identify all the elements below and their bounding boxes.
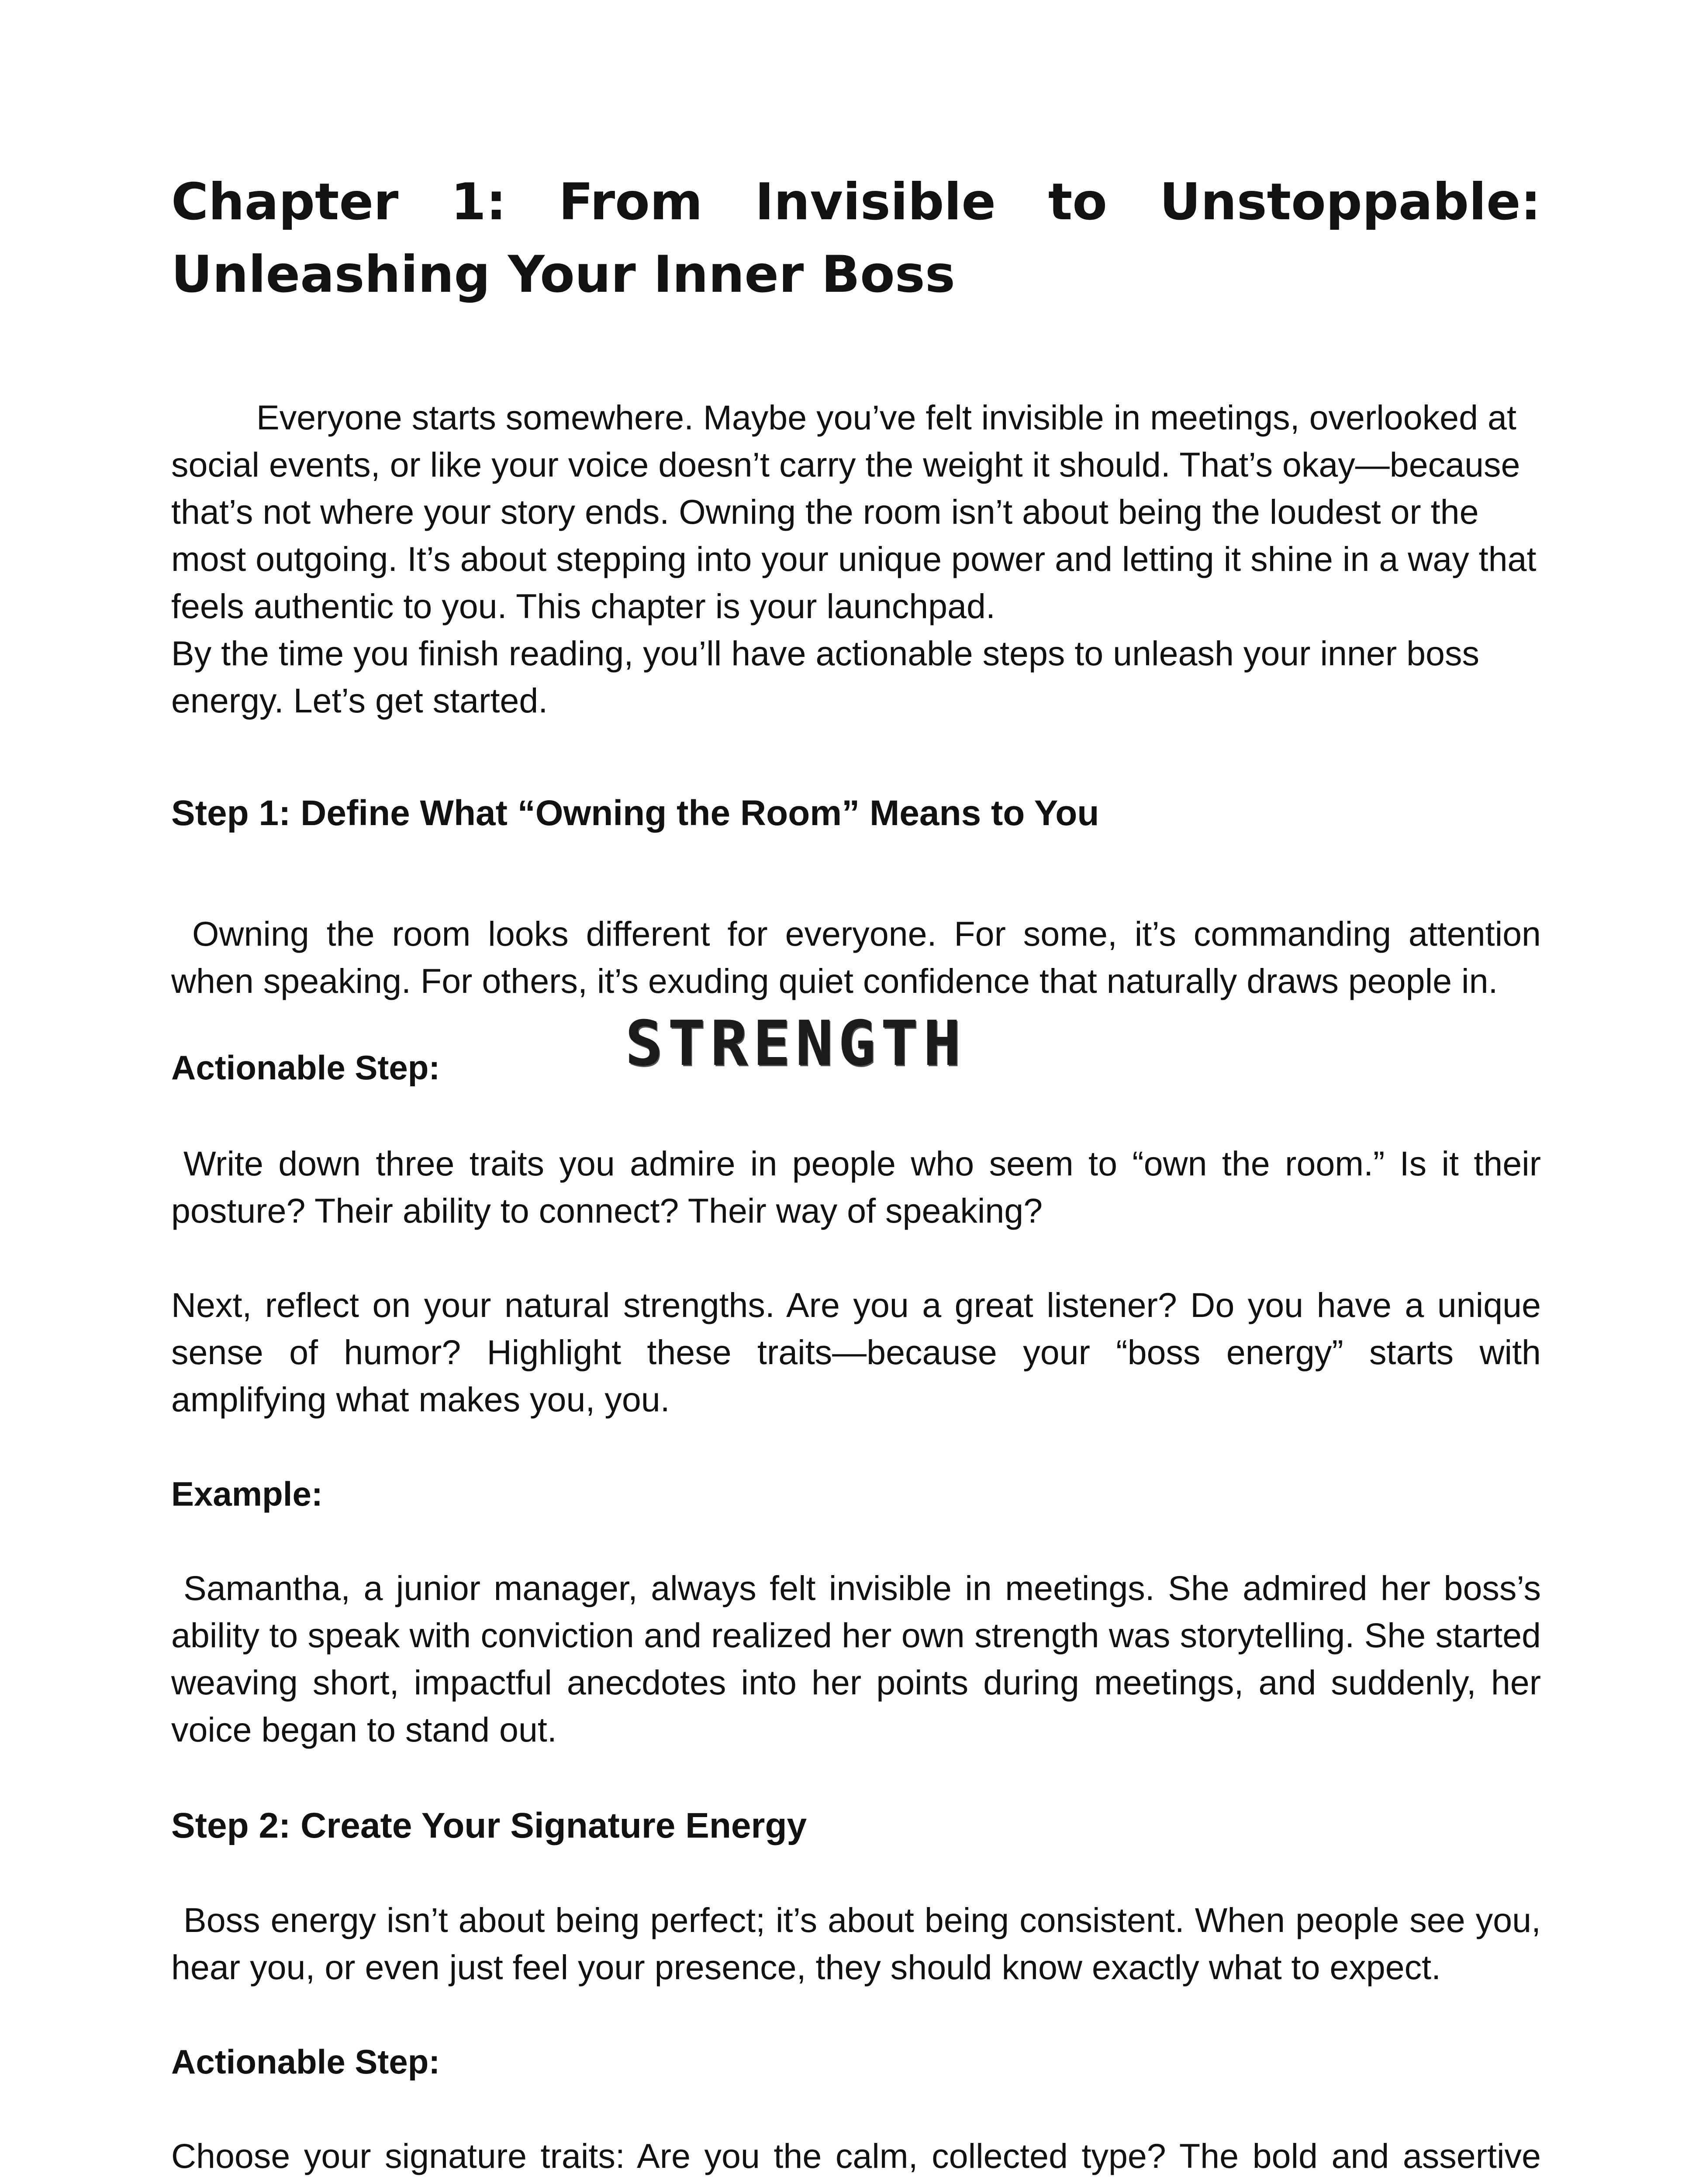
intro-paragraph-2: By the time you finish reading, you’ll have actionable steps to unleash your inner boss energy. Let’s get started. (171, 634, 1479, 720)
chapter-title: Chapter 1: From Invisible to Unstoppable: Unleashing Your Inner Boss (171, 173, 1541, 304)
step-2-heading: Step 2: Create Your Signature Energy (171, 1806, 807, 1845)
step-1-actionable-paragraph-2: Next, reflect on your natural strengths. Are you a great listener? Do you have a unique sense of humor? Highlight these traits—because your “boss energy” starts with amplifying what makes you, you. (171, 1286, 1541, 1419)
step-2-actionable-paragraph-1: Choose your signature traits: Are you the calm, collected type? The bold and assertive (171, 2136, 1541, 2175)
intro-paragraph-1: Everyone starts somewhere. Maybe you’ve felt invisible in meetings, overlooked at social events, or like your voice doesn’t carry the weight it should. That’s okay—because that’s not where your story ends. Owning the room isn’t about being the loudest or the most outgoing. It’s about stepping into your unique power and letting it shine in a way that feels authentic to you. This chapter is your launchpad. (171, 398, 1537, 625)
step-1-example-body: Samantha, a junior manager, always felt invisible in meetings. She admired her boss’s ability to speak with conviction and realized her own strength was storytelling. She started weaving short, impactful anecdotes into her points during meetings, and suddenly, her voice began to stand out. (171, 1569, 1541, 1749)
page-content (171, 166, 1541, 2184)
strength-stamp-graphic: STRENGTH (625, 1008, 966, 1080)
step-1-body: Owning the room looks different for everyone. For some, it’s commanding attention when speaking. For others, it’s exuding quiet confidence that naturally draws people in. (171, 914, 1541, 1000)
step-1-actionable-label: Actionable Step: (171, 1048, 440, 1087)
step-2-actionable-label: Actionable Step: (171, 2042, 440, 2081)
intro-section (171, 394, 1541, 724)
step-1-actionable-row (171, 1005, 1541, 1092)
step-1-example-label: Example: (171, 1475, 323, 1513)
step-1-heading: Step 1: Define What “Owning the Room” Means to You (171, 793, 1099, 833)
step-1-actionable-paragraph-1: Write down three traits you admire in people who seem to “own the room.” Is it their posture? Their ability to connect? Their way of speaking? (171, 1144, 1541, 1230)
step-2-body: Boss energy isn’t about being perfect; it’s about being consistent. When people see you, hear you, or even just feel your presence, they should know exactly what to expect. (171, 1901, 1541, 1987)
